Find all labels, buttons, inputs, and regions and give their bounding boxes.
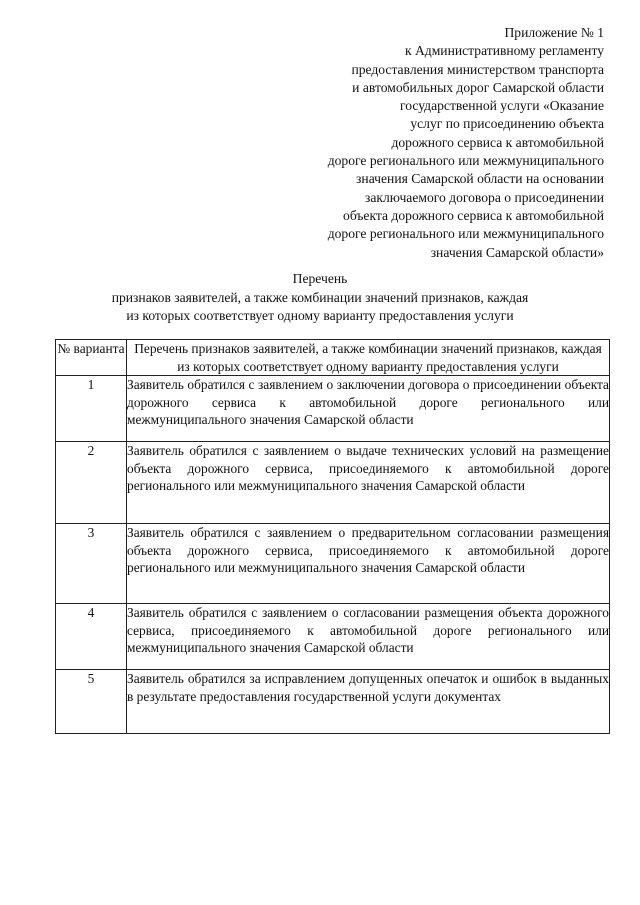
appendix-line: предоставления министерством транспорта (351, 61, 604, 77)
table-row (56, 670, 610, 734)
variant-description-cell: Заявитель обратился с заявлением о предварительном согласовании размещения объекта дорожного сервиса, присоединяемого к автомобильной дороге регионального или межмуниципального значения Самарской области (127, 524, 610, 604)
variant-number-cell: 1 (56, 376, 127, 442)
heading-title: Перечень (292, 271, 348, 286)
document-heading (0, 270, 640, 326)
heading-subtitle-line: из которых соответствует одному варианту предоставления услуги (126, 308, 514, 323)
variant-number-cell: 2 (56, 442, 127, 524)
heading-subtitle-line: признаков заявителей, а также комбинации значений признаков, каждая (111, 289, 529, 305)
variant-description-cell: Заявитель обратился за исправлением допущенных опечаток и ошибок в выданных в результате предоставления государственной услуги документах (127, 670, 610, 734)
table-row (56, 442, 610, 524)
appendix-line: Приложение № 1 (504, 25, 604, 40)
variant-description-cell: Заявитель обратился с заявлением о согласовании размещения объекта дорожного сервиса, присоединяемого к автомобильной дороге регионального или межмуниципального значения Самарской области (127, 604, 610, 670)
table-header-row (56, 340, 610, 376)
appendix-line: значения Самарской области» (430, 244, 604, 260)
appendix-line: услуг по присоединению объекта (410, 116, 604, 132)
variant-number-cell: 4 (56, 604, 127, 670)
appendix-line: к Административному регламенту (404, 43, 604, 59)
variant-number-cell: 5 (56, 670, 127, 734)
appendix-line: заключаемого договора о присоединении (365, 189, 604, 205)
appendix-line: объекта дорожного сервиса к автомобильной (343, 207, 604, 223)
variants-table (55, 339, 610, 734)
appendix-line: дороге регионального или межмуниципального (327, 226, 604, 242)
appendix-line: и автомобильных дорог Самарской области (352, 79, 604, 95)
appendix-line: значения Самарской области на основании (356, 171, 604, 187)
header-number-cell: № варианта (56, 340, 127, 376)
variant-description-cell: Заявитель обратился с заявлением о выдаче технических условий на размещение объекта дорожного сервиса, присоединяемого к автомобильной дороге регионального или межмуниципального значения Самарской области (127, 442, 610, 524)
variant-description-cell: Заявитель обратился с заявлением о заключении договора о присоединении объекта дорожного сервиса к автомобильной дороге регионального или межмуниципального значения Самарской области (127, 376, 610, 442)
appendix-line: государственной услуги «Оказание (400, 98, 604, 114)
table-row (56, 524, 610, 604)
table-row (56, 604, 610, 670)
table-row (56, 376, 610, 442)
appendix-line: дорожного сервиса к автомобильной (391, 134, 604, 150)
header-description-cell: Перечень признаков заявителей, а также комбинации значений признаков, каждая из которых соответствует одному варианту предоставления услуги (127, 340, 610, 376)
appendix-note (244, 24, 604, 262)
variant-number-cell: 3 (56, 524, 127, 604)
appendix-line: дороге регионального или межмуниципального (327, 153, 604, 169)
